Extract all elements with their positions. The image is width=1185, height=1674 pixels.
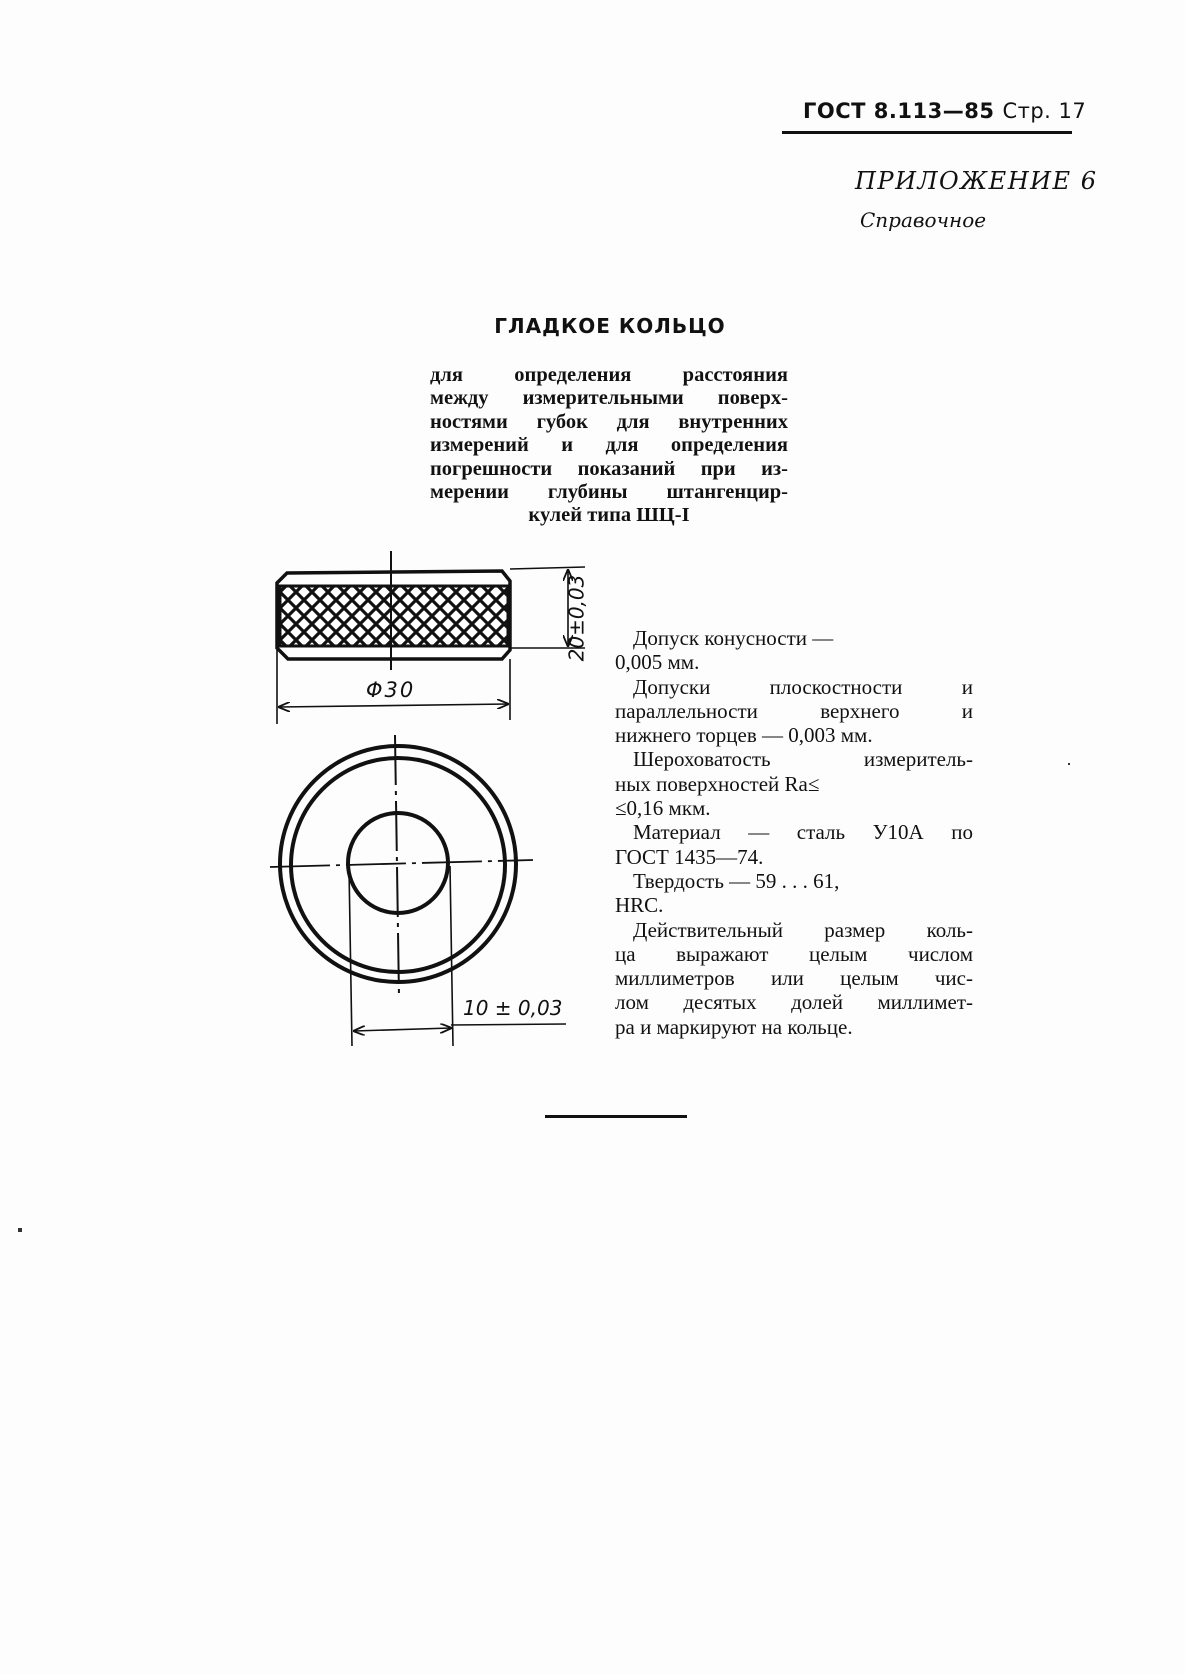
- spec-line: 0,005 мм.: [615, 650, 700, 675]
- purpose-line: для определения расстояния: [430, 364, 788, 386]
- scan-speck: [1068, 763, 1070, 765]
- side-view: [277, 551, 585, 724]
- spec-line: ца выражают целым числом: [615, 941, 973, 966]
- diameter-dimension-label: Φ30: [366, 678, 416, 702]
- spec-line: HRC.: [615, 893, 664, 918]
- purpose-line: погрешности показаний при из-: [430, 457, 788, 480]
- height-dimension-label: 20±0,03: [564, 574, 589, 662]
- spec-line: Допуски плоскостности и: [633, 674, 973, 699]
- page-number: Стр. 17: [1002, 99, 1087, 123]
- spec-line: лом десятых долей миллимет-: [615, 990, 973, 1015]
- spec-line: нижнего торцев — 0,003 мм.: [615, 723, 873, 748]
- spec-line: Твердость — 59 . . . 61,: [633, 868, 840, 893]
- page-title: ГЛАДКОЕ КОЛЬЦО: [494, 314, 726, 338]
- spec-line: ≤0,16 мкм.: [615, 796, 711, 821]
- purpose-line: мерении глубины штангенцир-: [430, 480, 788, 503]
- purpose-line: кулей типа ШЦ-I: [528, 504, 690, 527]
- bore-dimension-label: 10 ± 0,03: [463, 996, 563, 1020]
- spec-line: Допуск конусности —: [633, 626, 834, 650]
- purpose-line: ностями губок для внутренних: [430, 410, 788, 433]
- appendix-label: ПРИЛОЖЕНИЕ 6: [855, 167, 1098, 195]
- scan-speck: [18, 1228, 22, 1232]
- spec-line: ГОСТ 1435—74.: [615, 844, 764, 869]
- spec-line: Шероховатость измеритель-: [633, 747, 973, 772]
- purpose-line: между измерительными поверх-: [430, 387, 788, 410]
- spec-line: параллельности верхнего и: [615, 698, 973, 723]
- spec-line: Материал — сталь У10А по: [633, 820, 973, 845]
- spec-line: миллиметров или целым чис-: [615, 966, 973, 991]
- end-divider: [545, 1115, 687, 1118]
- standard-number: ГОСТ 8.113—85: [803, 99, 995, 123]
- purpose-line: измерений и для определения: [430, 434, 788, 457]
- spec-line: ра и маркируют на кольце.: [615, 1014, 853, 1039]
- specifications-text: [615, 626, 973, 1039]
- spec-line: ных поверхностей Ra≤: [615, 771, 820, 796]
- spec-line: Действительный размер коль-: [633, 917, 973, 942]
- appendix-type: Справочное: [860, 208, 987, 232]
